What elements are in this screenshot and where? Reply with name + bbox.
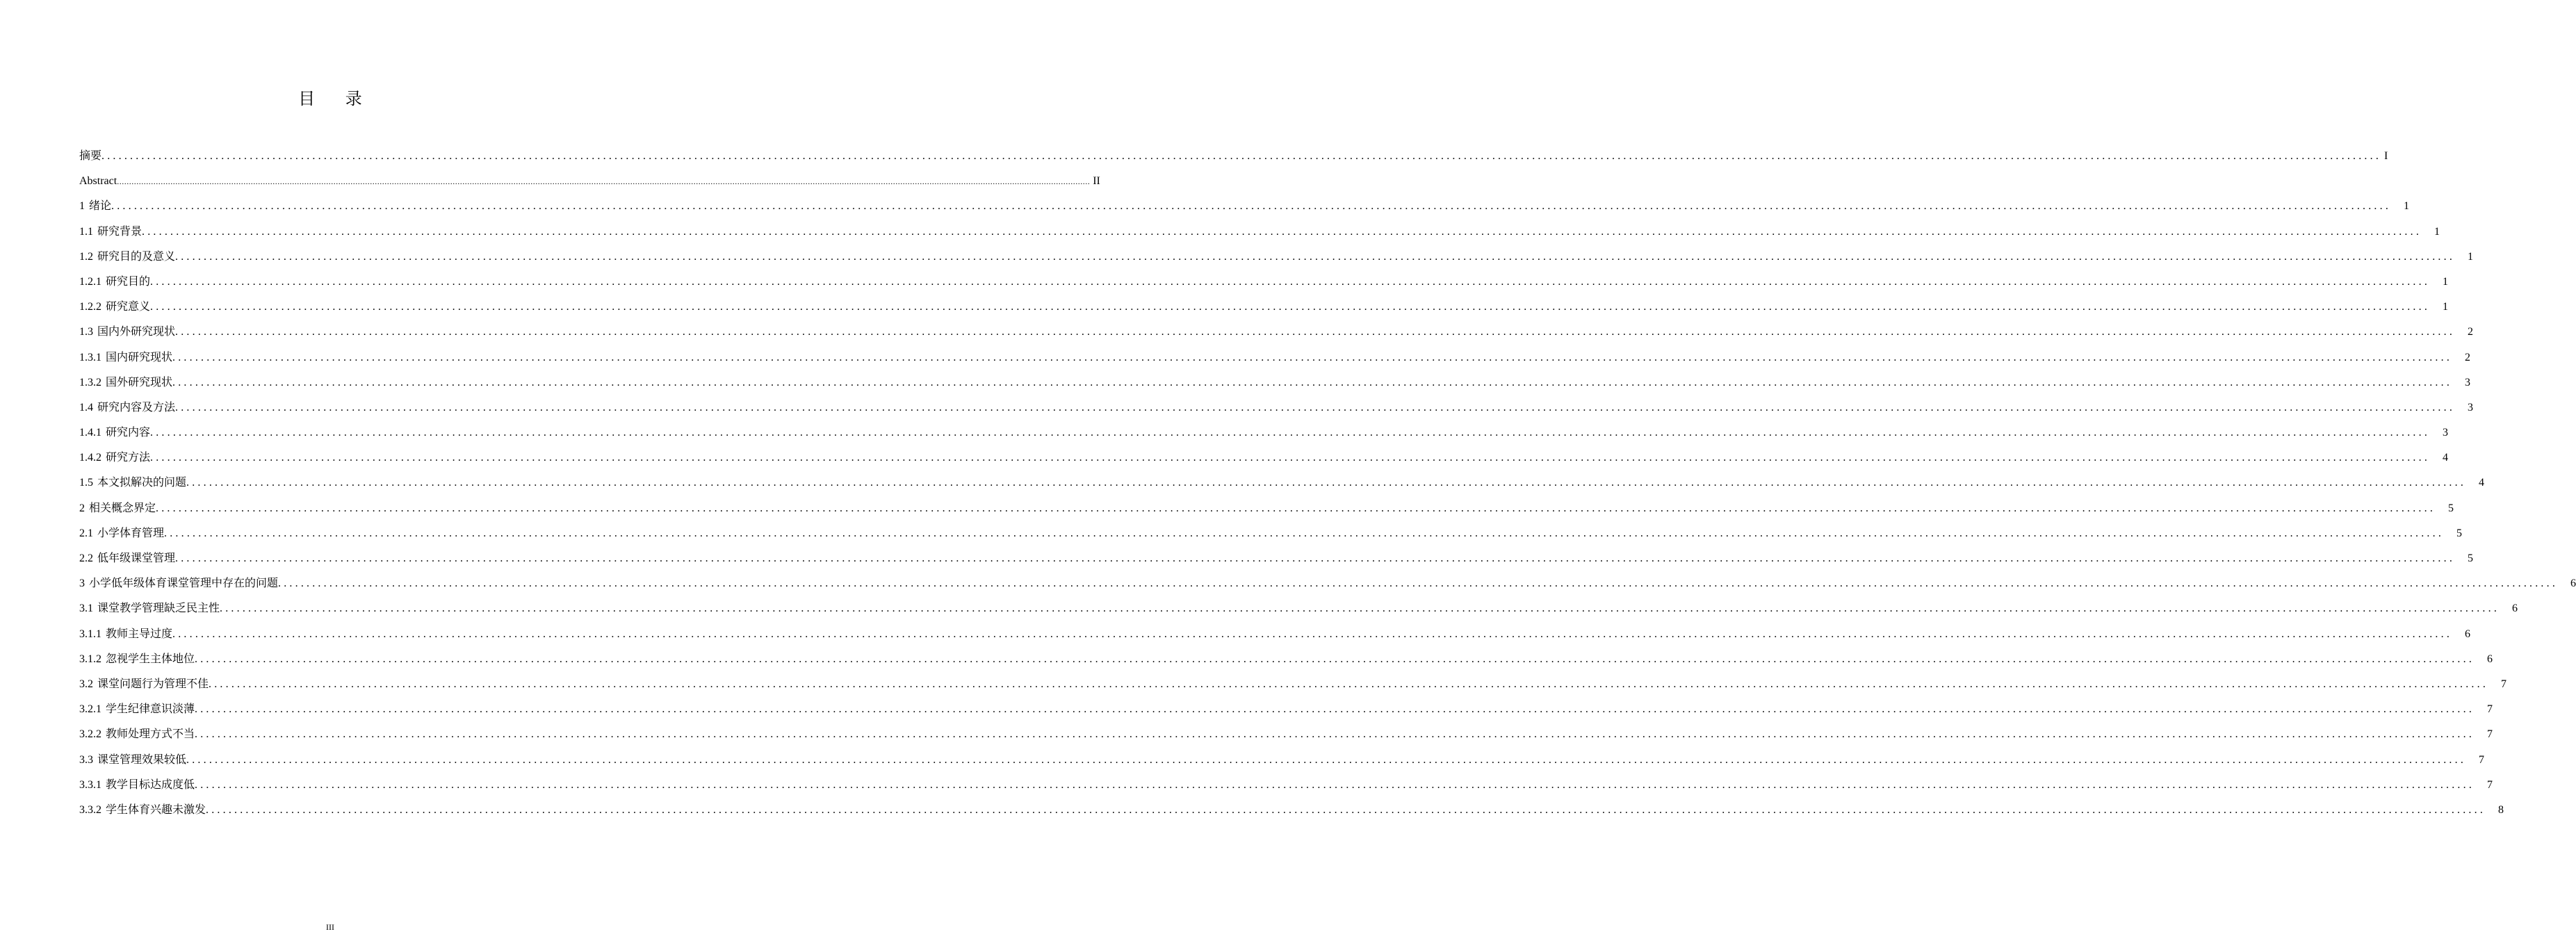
toc-entry-page: 5 (2456, 527, 2463, 539)
toc-leader-dots: ................................................................................................................................................................................................................................................................................................................................................................................................................ (172, 376, 2453, 388)
toc-entry-page: 7 (2487, 778, 2493, 791)
toc-entry-number: 3.2.2 (79, 728, 101, 741)
toc-entry-title (79, 726, 195, 743)
toc-entry-title (79, 651, 195, 668)
toc-entry-number: 1.2 (79, 250, 93, 263)
toc-leader-dots: ................................................................................................................................................................................................................................................................................................................................................................................................................ (195, 653, 2475, 665)
toc-entry-title (79, 575, 278, 592)
toc-entry[interactable] (79, 173, 1100, 198)
toc-leader-dots: ................................................................................................................................................................................................................................................................................................................................................................................................................ (206, 803, 2486, 816)
toc-entry-page: 4 (2479, 477, 2485, 489)
toc-entry-page: 6 (2570, 577, 2576, 590)
toc-leader-dots: ................................................................................................................................................................................................................................................................................................................................................................................................................ (209, 678, 2489, 690)
toc-entry-page: 3 (2468, 401, 2474, 413)
toc-entry-title (79, 802, 206, 819)
toc-entry[interactable] (79, 148, 2388, 173)
toc-entry-title (79, 198, 111, 215)
toc-entry[interactable] (79, 752, 2485, 777)
toc-leader-dots: ................................................................................................................................................................................................................................................................................................................................................................................................................ (186, 753, 2467, 766)
toc-entry-text: 学生体育兴趣未激发 (106, 803, 206, 816)
toc-entry-number: 3.1 (79, 603, 93, 615)
toc-entry-page: 7 (2487, 703, 2493, 716)
toc-entry[interactable] (79, 802, 2504, 827)
toc-entry[interactable] (79, 350, 2471, 375)
toc-entry[interactable] (79, 626, 2471, 651)
toc-entry-number: 3.3.2 (79, 803, 101, 816)
toc-entry-text: 研究背景 (97, 225, 142, 238)
toc-entry-number: 3.2.1 (79, 703, 101, 716)
toc-entry-page: 1 (2443, 301, 2449, 313)
toc-entry-number: 3.3.1 (79, 778, 101, 791)
toc-leader-dots: ................................................................................................................................................................................................................................................................................................................................................................................................................ (156, 502, 2436, 514)
toc-leader-dots: ................................................................................................................................................................................................................................................................................................................................................................................................................ (175, 326, 2456, 338)
toc-leader-dots: ................................................................................................................................................................................................................................................................................................................................................................................................................ (278, 577, 2559, 590)
toc-entry-title (79, 600, 220, 617)
toc-entry[interactable] (79, 224, 2440, 249)
toc-entry[interactable] (79, 550, 2474, 575)
toc-entry-title (79, 375, 172, 391)
toc-entry-number: 1.2.1 (79, 275, 101, 288)
toc-entry-title (79, 550, 175, 567)
toc-entry-page: I (2384, 150, 2388, 162)
toc-leader-dots: ................................................................................................................................................................................................................................................................................................................................................................................................................ (220, 603, 2500, 615)
toc-entry-text: 忽视学生主体地位 (106, 653, 195, 665)
toc-entry-title (79, 450, 150, 466)
toc-entry-page: 1 (2434, 225, 2440, 238)
toc-entry[interactable] (79, 475, 2485, 500)
toc-entry[interactable] (79, 726, 2493, 751)
toc-entry-number: 2.2 (79, 552, 93, 564)
toc-entry-page: 7 (2479, 753, 2485, 766)
toc-entry[interactable] (79, 777, 2493, 802)
toc-entry-text: 低年级课堂管理 (97, 552, 176, 564)
toc-entry-title (79, 299, 150, 316)
toc-entry-title (79, 500, 156, 517)
toc-entry[interactable] (79, 425, 2449, 450)
toc-entry-text: 研究目的 (106, 275, 151, 288)
toc-entry-title (79, 274, 150, 290)
toc-entry-page: 6 (2487, 653, 2493, 665)
toc-entry-page: 5 (2468, 552, 2474, 564)
toc-entry[interactable] (79, 324, 2474, 349)
toc-entry[interactable] (79, 249, 2474, 274)
page-number: III (326, 922, 334, 932)
toc-entry[interactable] (79, 198, 2410, 223)
toc-entry-page: II (1093, 175, 1100, 188)
toc-entry[interactable] (79, 525, 2463, 550)
toc-entry-text: 相关概念界定 (89, 502, 156, 514)
toc-entry-text: 研究方法 (106, 452, 151, 464)
toc-leader-dots: ................................................................................................................................................................................................................................................................................................................................................................................................................ (172, 628, 2453, 640)
toc-entry-title (79, 173, 117, 190)
toc-entry-title (79, 475, 186, 491)
toc-entry-text: 国外研究现状 (106, 376, 173, 388)
toc-entry-page: 1 (2468, 250, 2474, 263)
toc-entry-text: 研究内容及方法 (97, 401, 176, 413)
toc-entry-title (79, 676, 209, 693)
toc-leader-dots: ................................................................................................................................................................................................................................................................................................................................................................................................................ (142, 225, 2422, 238)
toc-entry-number: 3.1.1 (79, 628, 101, 640)
toc-entry-text: 研究内容 (106, 427, 151, 439)
toc-leader-dots: ................................................................................................................................................................................................................................................................................................................................................................................................................ (164, 527, 2445, 539)
toc-entry-page: 5 (2448, 502, 2454, 514)
toc-entry[interactable] (79, 500, 2454, 525)
toc-entry-page: 4 (2443, 452, 2449, 464)
toc-entry-number: 3.3 (79, 753, 93, 766)
toc-entry-title (79, 324, 175, 341)
toc-leader-dots: ................................................................................................................................................................................................................................................................................................................................................................................................................ (186, 477, 2467, 489)
toc-entry-number: 3.1.2 (79, 653, 101, 665)
toc-entry-number: 1.1 (79, 225, 93, 238)
toc-entry-page: 8 (2498, 803, 2504, 816)
toc-entry-title (79, 425, 150, 441)
toc-entry-page: 3 (2443, 427, 2449, 439)
toc-entry-number: 1.3.2 (79, 376, 101, 388)
toc-entry-title (79, 249, 175, 265)
toc-entry[interactable] (79, 676, 2507, 701)
toc-entry-text: 本文拟解决的问题 (97, 477, 187, 489)
toc-entry-title (79, 350, 172, 366)
toc-leader-dots: ................................................................................................................................................................................................................................................................................................................................................................................................................ (150, 427, 2431, 439)
toc-entry-number: 1.4.1 (79, 427, 101, 439)
table-of-contents (79, 148, 2576, 827)
toc-entry-text: 课堂教学管理缺乏民主性 (97, 603, 220, 615)
toc-entry-page: 1 (2404, 200, 2410, 213)
toc-entry-text: 小学体育管理 (97, 527, 165, 539)
toc-leader-dots: ................................................................................................................................................................................................................................................................................................................................................................................................................ (195, 703, 2475, 716)
toc-entry-text: 摘要 (79, 150, 102, 162)
toc-entry-title (79, 626, 172, 643)
toc-entry-number: 1 (79, 200, 85, 213)
toc-entry-text: 绪论 (89, 200, 112, 213)
toc-leader-dots: ................................................................................................................................................................................................................................................................................................................................................................................................................ (150, 275, 2431, 288)
toc-entry-number: 1.2.2 (79, 301, 101, 313)
toc-entry-text: 国内研究现状 (106, 351, 173, 363)
toc-entry[interactable] (79, 651, 2493, 676)
toc-entry-number: 3.2 (79, 678, 93, 690)
toc-entry-text: 课堂问题行为管理不佳 (97, 678, 209, 690)
toc-entry-text: 国内外研究现状 (97, 326, 176, 338)
toc-entry-page: 6 (2465, 628, 2471, 640)
toc-entry-page: 3 (2465, 376, 2471, 388)
toc-entry[interactable] (79, 400, 2474, 425)
toc-entry-title (79, 525, 164, 542)
toc-leader-dots: ................................................................................................................................................................................................................................................................................................................................................................................................................ (195, 778, 2475, 791)
toc-entry[interactable] (79, 575, 2576, 600)
toc-entry-number: 1.3 (79, 326, 93, 338)
toc-entry-page: 7 (2487, 728, 2493, 741)
toc-leader-dots: ................................................................................................................................................................................................................................................................................................................................................................................................................ (175, 401, 2456, 413)
toc-entry-number: 1.4 (79, 401, 93, 413)
toc-entry-title (79, 777, 195, 794)
toc-entry-text: 课堂管理效果较低 (97, 753, 187, 766)
toc-entry-text: 研究目的及意义 (97, 250, 176, 263)
toc-entry-text: 小学低年级体育课堂管理中存在的问题 (89, 577, 279, 590)
page-title: 目 录 (298, 89, 375, 108)
toc-entry-title (79, 400, 175, 416)
toc-entry-number: 1.4.2 (79, 452, 101, 464)
toc-leader-dots: ................................................................................................................................................................................................................................................................................................................................................................................................................ (175, 552, 2456, 564)
toc-entry[interactable] (79, 299, 2449, 324)
toc-leader-dots: ................................................................................................................................................................................................................................................................................................................................................................................................................ (195, 728, 2475, 741)
toc-entry-title (79, 701, 195, 718)
toc-leader-dots: ................................................................................................................................................................................................................................................................................................................................................................................................................ (150, 452, 2431, 464)
toc-entry-number: 2 (79, 502, 85, 514)
toc-entry-page: 7 (2501, 678, 2507, 690)
toc-entry-number: 1.3.1 (79, 351, 101, 363)
toc-entry-text: 教学目标达成度低 (106, 778, 195, 791)
toc-entry-number: 1.5 (79, 477, 93, 489)
toc-entry[interactable] (79, 701, 2493, 726)
toc-leader-dots: ................................................................................................................................................................................................................................................................................................................................................................................................................ (175, 250, 2456, 263)
toc-entry-text: Abstract (79, 175, 117, 188)
toc-leader-dots: ................................................................................................................................................................................................................................................................................................................................................................................................................ (111, 200, 2392, 213)
toc-entry[interactable] (79, 600, 2518, 625)
toc-entry-title (79, 148, 101, 165)
toc-entry-page: 2 (2468, 326, 2474, 338)
toc-leader-dots: ................................................................................................................................................................................................................................................................................................................................................................................................................ (117, 177, 1091, 187)
toc-entry-page: 1 (2443, 275, 2449, 288)
toc-entry-number: 2.1 (79, 527, 93, 539)
toc-leader-dots: ................................................................................................................................................................................................................................................................................................................................................................................................................ (172, 351, 2453, 363)
toc-entry[interactable] (79, 450, 2449, 475)
toc-entry-title (79, 752, 186, 769)
toc-entry-page: 6 (2512, 603, 2518, 615)
toc-leader-dots: ................................................................................................................................................................................................................................................................................................................................................................................................................ (101, 150, 2382, 162)
toc-entry-text: 教师处理方式不当 (106, 728, 195, 741)
toc-entry-text: 学生纪律意识淡薄 (106, 703, 195, 716)
toc-entry-title (79, 224, 142, 240)
toc-entry-text: 研究意义 (106, 301, 151, 313)
toc-entry-text: 教师主导过度 (106, 628, 173, 640)
toc-entry[interactable] (79, 274, 2449, 299)
toc-entry-page: 2 (2465, 351, 2471, 363)
toc-entry-number: 3 (79, 577, 85, 590)
toc-entry[interactable] (79, 375, 2471, 400)
toc-leader-dots: ................................................................................................................................................................................................................................................................................................................................................................................................................ (150, 301, 2431, 313)
